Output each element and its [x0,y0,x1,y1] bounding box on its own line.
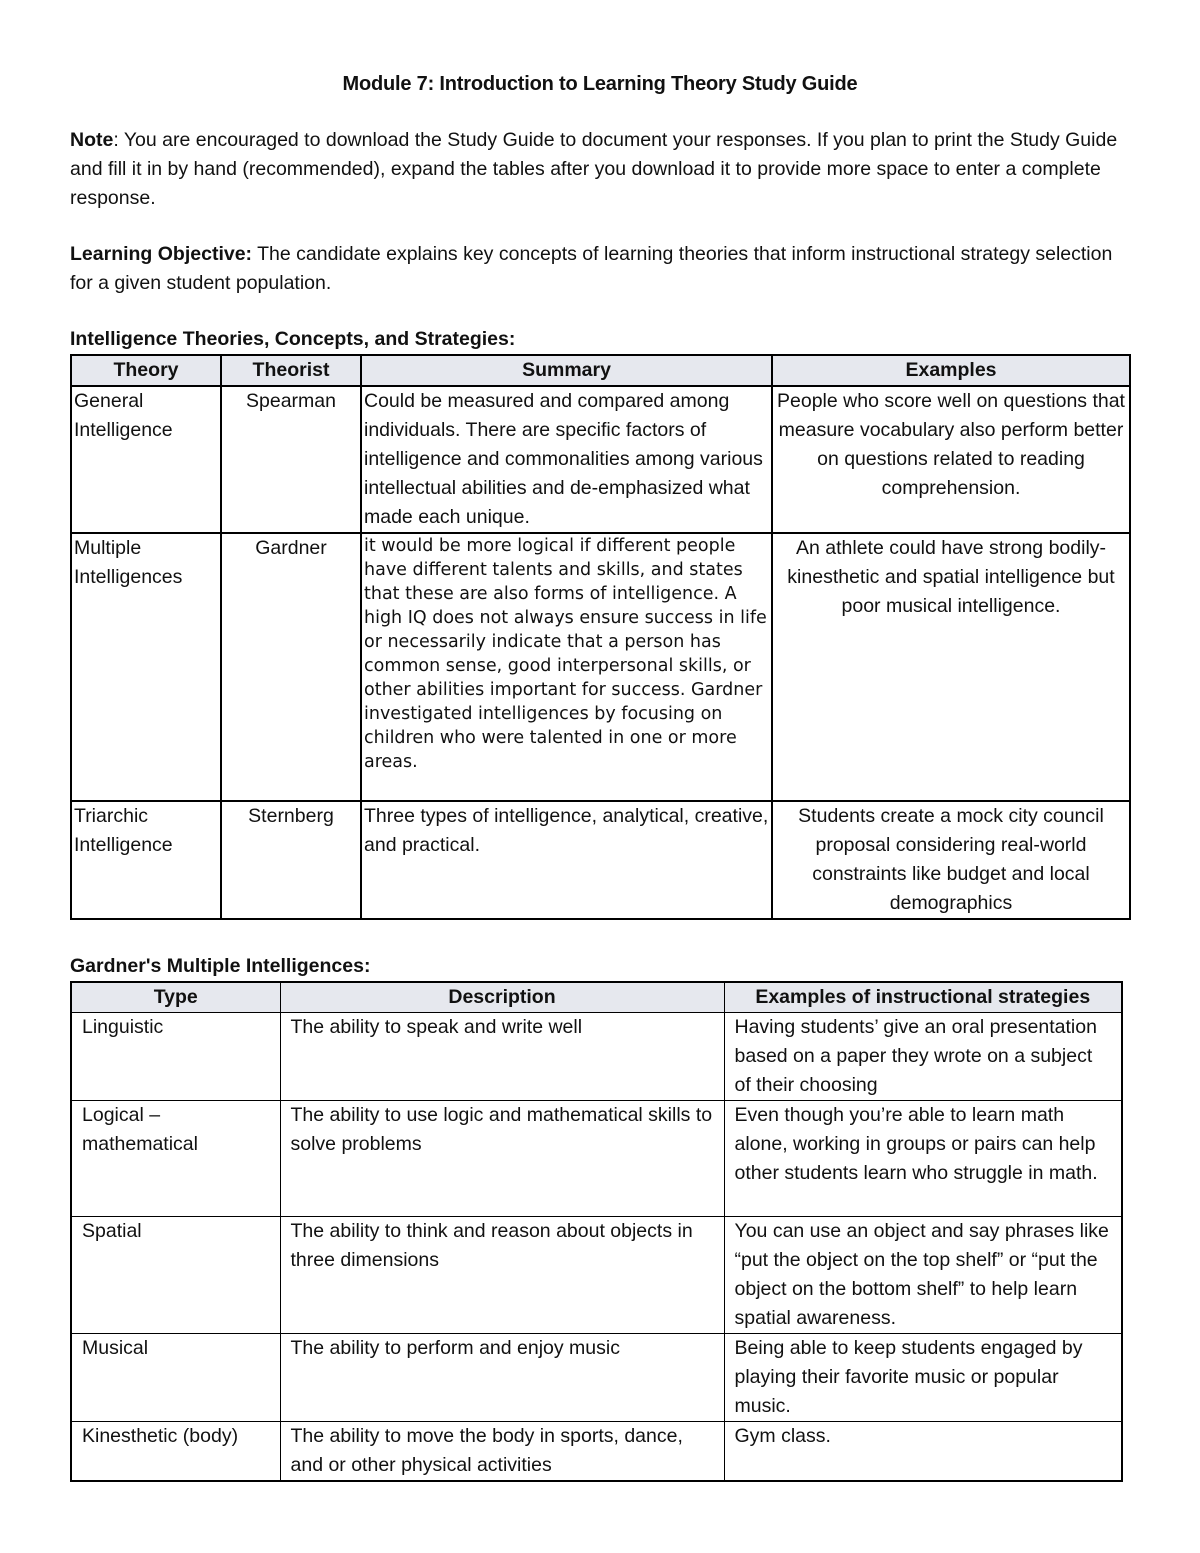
theorist-cell: Gardner [221,533,361,801]
table-row [71,1334,1122,1422]
description-cell: The ability to move the body in sports, dance, and or other physical activities [280,1422,724,1482]
document-title: Module 7: Introduction to Learning Theory Study Guide [342,73,858,95]
type-cell: Logical – mathematical [71,1101,280,1217]
description-cell: The ability to speak and write well [280,1013,724,1101]
theorist-cell: Spearman [221,386,361,533]
description-cell: The ability to perform and enjoy music [280,1334,724,1422]
study-guide-page [70,68,1130,1482]
examples-cell: People who score well on questions that measure vocabulary also perform better on questions related to reading comprehension. [772,386,1130,533]
type-cell: Musical [71,1334,280,1422]
intelligence-theories-heading: Intelligence Theories, Concepts, and Strategies: [70,328,516,350]
theory-cell: Multiple Intelligences [71,533,221,801]
description-cell: The ability to use logic and mathematical skills to solve problems [280,1101,724,1217]
column-header-description: Description [280,982,724,1013]
strategy-cell: You can use an object and say phrases like “put the object on the top shelf” or “put the object on the bottom shelf” to help learn spatial awareness. [724,1217,1122,1334]
theory-cell: General Intelligence [71,386,221,533]
column-header-strategies: Examples of instructional strategies [724,982,1122,1013]
table-row [71,1217,1122,1334]
strategy-cell: Being able to keep students engaged by playing their favorite music or popular music. [724,1334,1122,1422]
table-row [71,801,1130,919]
description-cell: The ability to think and reason about objects in three dimensions [280,1217,724,1334]
type-cell: Spatial [71,1217,280,1334]
summary-cell: Three types of intelligence, analytical, creative, and practical. [361,801,772,919]
intelligence-theories-table [70,354,1131,920]
note-text: : You are encouraged to download the Study Guide to document your responses. If you plan to print the Study Guide and fill it in by hand (recommended), expand the tables after you download it to provide more space to enter a complete response. [70,129,1118,209]
column-header-theorist: Theorist [221,355,361,386]
column-header-type: Type [71,982,280,1013]
type-cell: Linguistic [71,1013,280,1101]
table-row [71,1422,1122,1482]
examples-cell: An athlete could have strong bodily-kinesthetic and spatial intelligence but poor musical intelligence. [772,533,1130,801]
strategy-cell: Having students’ give an oral presentation based on a paper they wrote on a subject of their choosing [724,1013,1122,1101]
gardner-intelligences-heading: Gardner's Multiple Intelligences: [70,955,371,977]
summary-cell: Could be measured and compared among individuals. There are specific factors of intelligence and commonalities among various intellectual abilities and de-emphasized what made each unique. [361,386,772,533]
objective-label: Learning Objective: [70,243,253,265]
column-header-summary: Summary [361,355,772,386]
gardner-intelligences-table [70,981,1123,1482]
strategy-cell: Gym class. [724,1422,1122,1482]
table-header-row [71,982,1122,1013]
theory-cell: Triarchic Intelligence [71,801,221,919]
column-header-theory: Theory [71,355,221,386]
objective-text: The candidate explains key concepts of learning theories that inform instructional strategy selection for a given student population. [70,243,1113,294]
strategy-cell: Even though you’re able to learn math alone, working in groups or pairs can help other students learn who struggle in math. [724,1101,1122,1217]
column-header-examples: Examples [772,355,1130,386]
table-row [71,533,1130,801]
table-header-row [71,355,1130,386]
table-row [71,386,1130,533]
theorist-cell: Sternberg [221,801,361,919]
examples-cell: Students create a mock city council proposal considering real-world constraints like budget and local demographics [772,801,1130,919]
table-row [71,1013,1122,1101]
note-paragraph [70,126,1130,213]
summary-cell: it would be more logical if different people have different talents and skills, and states that these are also forms of intelligence. A high IQ does not always ensure success in life or necessarily indicate that a person has common sense, good interpersonal skills, or other abilities important for success. Gardner investigated intelligences by focusing on children who were talented in one or more areas. [361,533,772,801]
table-row [71,1101,1122,1217]
objective-paragraph [70,240,1130,298]
type-cell: Kinesthetic (body) [71,1422,280,1482]
note-label: Note [70,129,114,151]
